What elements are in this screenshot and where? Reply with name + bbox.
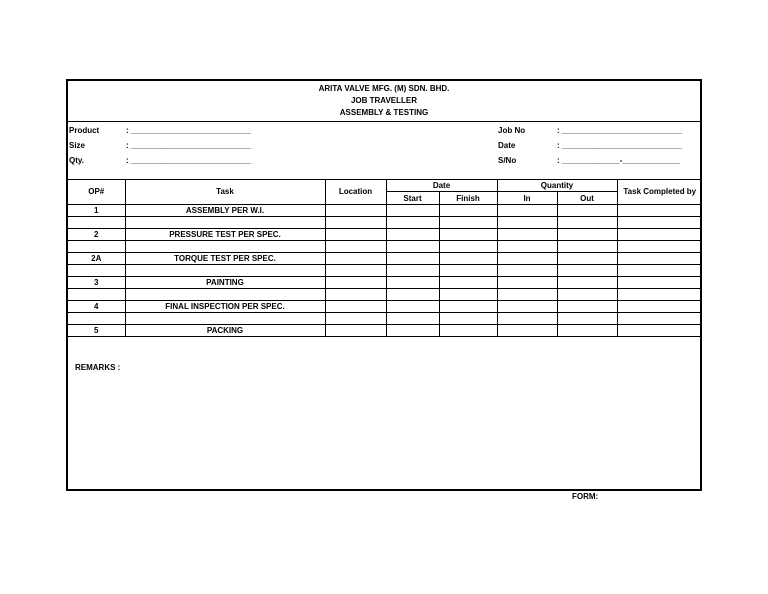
size-label: Size	[69, 141, 86, 150]
out-cell[interactable]	[557, 253, 617, 265]
date-label: Date	[498, 141, 516, 150]
table-row	[68, 313, 702, 325]
in-cell[interactable]	[497, 301, 557, 313]
table-row	[68, 229, 702, 241]
location-cell[interactable]	[325, 313, 386, 325]
op-cell	[68, 265, 125, 277]
col-in-header: In	[497, 192, 557, 205]
col-start-header: Start	[386, 192, 439, 205]
out-cell[interactable]	[557, 229, 617, 241]
finish-cell[interactable]	[439, 289, 497, 301]
form-number-label: FORM:	[572, 492, 599, 501]
start-cell[interactable]	[386, 265, 439, 277]
in-cell[interactable]	[497, 253, 557, 265]
op-cell: 1	[68, 205, 125, 217]
completed-by-cell[interactable]	[617, 205, 702, 217]
table-row	[68, 205, 702, 217]
table-row	[68, 325, 702, 337]
qty-label: Qty.	[69, 156, 84, 165]
start-cell[interactable]	[386, 205, 439, 217]
finish-cell[interactable]	[439, 253, 497, 265]
op-cell	[68, 217, 125, 229]
out-cell[interactable]	[557, 325, 617, 337]
task-cell	[125, 217, 325, 229]
finish-cell[interactable]	[439, 325, 497, 337]
in-cell[interactable]	[497, 325, 557, 337]
location-cell[interactable]	[325, 301, 386, 313]
table-row	[68, 277, 702, 289]
start-cell[interactable]	[386, 301, 439, 313]
in-cell[interactable]	[497, 265, 557, 277]
task-cell	[125, 265, 325, 277]
document-title: JOB TRAVELLER	[350, 96, 418, 105]
out-cell[interactable]	[557, 265, 617, 277]
finish-cell[interactable]	[439, 301, 497, 313]
start-cell[interactable]	[386, 277, 439, 289]
completed-by-cell[interactable]	[617, 313, 702, 325]
size-field[interactable]: : ___________________________	[126, 141, 252, 150]
task-cell	[125, 313, 325, 325]
op-cell: 5	[68, 325, 125, 337]
col-completed-header: Task Completed by	[617, 179, 702, 205]
table-row	[68, 301, 702, 313]
start-cell[interactable]	[386, 253, 439, 265]
completed-by-cell[interactable]	[617, 217, 702, 229]
location-cell[interactable]	[325, 229, 386, 241]
finish-cell[interactable]	[439, 241, 497, 253]
start-cell[interactable]	[386, 313, 439, 325]
info-section	[68, 122, 700, 180]
completed-by-cell[interactable]	[617, 301, 702, 313]
completed-by-cell[interactable]	[617, 241, 702, 253]
table-row	[68, 241, 702, 253]
date-field[interactable]: : ___________________________	[557, 141, 683, 150]
out-cell[interactable]	[557, 241, 617, 253]
job-traveller-form	[66, 79, 702, 491]
col-date-header: Date	[386, 179, 497, 192]
task-cell: PAINTING	[125, 277, 325, 289]
in-cell[interactable]	[497, 217, 557, 229]
location-cell[interactable]	[325, 265, 386, 277]
table-row	[68, 265, 702, 277]
task-cell: FINAL INSPECTION PER SPEC.	[125, 301, 325, 313]
finish-cell[interactable]	[439, 229, 497, 241]
completed-by-cell[interactable]	[617, 277, 702, 289]
job-no-field[interactable]: : ___________________________	[557, 126, 683, 135]
task-rows	[68, 205, 702, 337]
product-field[interactable]: : ___________________________	[126, 126, 252, 135]
op-cell: 4	[68, 301, 125, 313]
location-cell[interactable]	[325, 241, 386, 253]
in-cell[interactable]	[497, 313, 557, 325]
task-cell	[125, 289, 325, 301]
finish-cell[interactable]	[439, 205, 497, 217]
col-task-header: Task	[125, 179, 325, 205]
document-subtitle: ASSEMBLY & TESTING	[339, 108, 429, 117]
finish-cell[interactable]	[439, 313, 497, 325]
in-cell[interactable]	[497, 205, 557, 217]
serial-no-label: S/No	[498, 156, 517, 165]
location-cell[interactable]	[325, 277, 386, 289]
start-cell[interactable]	[386, 241, 439, 253]
op-cell	[68, 313, 125, 325]
form-header	[68, 81, 700, 122]
serial-no-field[interactable]: : _____________-_____________	[557, 156, 681, 165]
task-cell: PRESSURE TEST PER SPEC.	[125, 229, 325, 241]
op-cell	[68, 241, 125, 253]
completed-by-cell[interactable]	[617, 229, 702, 241]
location-cell[interactable]	[325, 325, 386, 337]
location-cell[interactable]	[325, 289, 386, 301]
qty-field[interactable]: : ___________________________	[126, 156, 252, 165]
table-row	[68, 289, 702, 301]
task-cell	[125, 241, 325, 253]
op-cell: 2A	[68, 253, 125, 265]
col-out-header: Out	[557, 192, 617, 205]
start-cell[interactable]	[386, 325, 439, 337]
op-cell	[68, 289, 125, 301]
table-header-row	[68, 179, 702, 192]
out-cell[interactable]	[557, 205, 617, 217]
out-cell[interactable]	[557, 217, 617, 229]
location-cell[interactable]	[325, 205, 386, 217]
remarks-label: REMARKS :	[75, 363, 121, 372]
finish-cell[interactable]	[439, 217, 497, 229]
task-cell: TORQUE TEST PER SPEC.	[125, 253, 325, 265]
in-cell[interactable]	[497, 289, 557, 301]
in-cell[interactable]	[497, 277, 557, 289]
product-label: Product	[69, 126, 100, 135]
task-cell: ASSEMBLY PER W.I.	[125, 205, 325, 217]
location-cell[interactable]	[325, 253, 386, 265]
out-cell[interactable]	[557, 277, 617, 289]
in-cell[interactable]	[497, 241, 557, 253]
col-quantity-header: Quantity	[497, 179, 617, 192]
company-name: ARITA VALVE MFG. (M) SDN. BHD.	[318, 84, 450, 93]
task-cell: PACKING	[125, 325, 325, 337]
start-cell[interactable]	[386, 229, 439, 241]
op-cell: 3	[68, 277, 125, 289]
out-cell[interactable]	[557, 301, 617, 313]
completed-by-cell[interactable]	[617, 325, 702, 337]
completed-by-cell[interactable]	[617, 289, 702, 301]
completed-by-cell[interactable]	[617, 253, 702, 265]
completed-by-cell[interactable]	[617, 265, 702, 277]
finish-cell[interactable]	[439, 265, 497, 277]
in-cell[interactable]	[497, 229, 557, 241]
col-finish-header: Finish	[439, 192, 497, 205]
finish-cell[interactable]	[439, 277, 497, 289]
location-cell[interactable]	[325, 217, 386, 229]
table-row	[68, 253, 702, 265]
col-location-header: Location	[325, 179, 386, 205]
out-cell[interactable]	[557, 313, 617, 325]
job-no-label: Job No	[498, 126, 526, 135]
start-cell[interactable]	[386, 217, 439, 229]
start-cell[interactable]	[386, 289, 439, 301]
col-op-header: OP#	[68, 179, 125, 205]
op-cell: 2	[68, 229, 125, 241]
table-row	[68, 217, 702, 229]
task-table	[68, 179, 702, 337]
out-cell[interactable]	[557, 289, 617, 301]
